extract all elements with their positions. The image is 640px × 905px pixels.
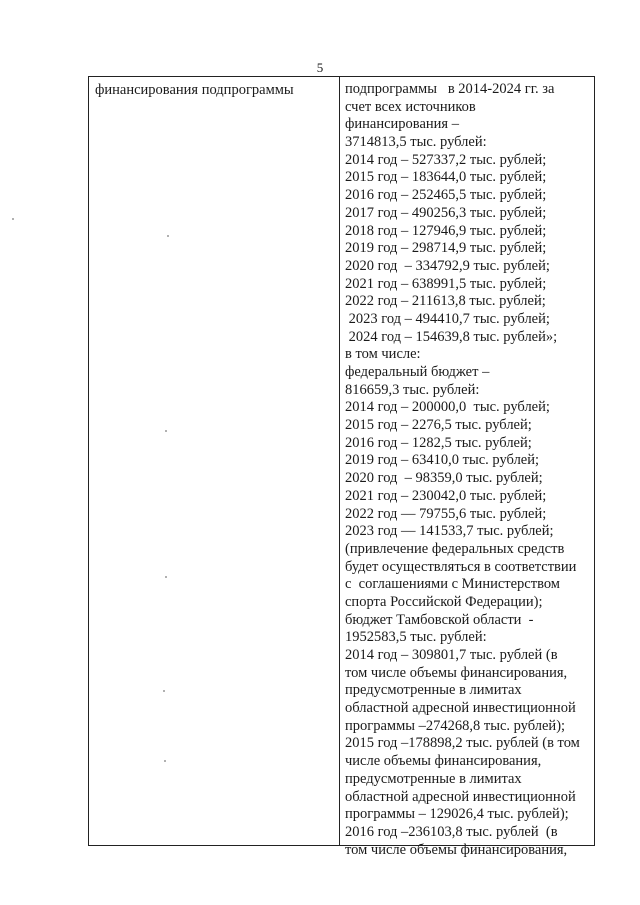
value-line: 2015 год – 2276,5 тыс. рублей;: [345, 417, 532, 434]
value-line: 2016 год –236103,8 тыс. рублей (в: [345, 823, 558, 840]
value-line: бюджет Тамбовской области -: [345, 611, 534, 628]
scan-speck: [164, 760, 166, 762]
value-line: 2016 год – 1282,5 тыс. рублей;: [345, 434, 532, 451]
scan-speck: [12, 218, 14, 220]
value-line: спорта Российской Федерации);: [345, 593, 543, 610]
value-line: областной адресной инвестиционной: [345, 788, 576, 805]
value-line: 2017 год – 490256,3 тыс. рублей;: [345, 204, 547, 221]
scan-speck: [163, 690, 165, 692]
value-line: 2019 год – 63410,0 тыс. рублей;: [345, 452, 540, 469]
value-line: 3714813,5 тыс. рублей:: [345, 134, 487, 151]
value-line: 2015 год – 183644,0 тыс. рублей;: [345, 169, 547, 186]
value-line: предусмотренные в лимитах: [345, 682, 522, 699]
value-line: (привлечение федеральных средств: [345, 540, 565, 557]
value-line: программы –274268,8 тыс. рублей);: [345, 717, 566, 734]
scan-speck: [167, 235, 169, 237]
value-line: 2014 год – 309801,7 тыс. рублей (в: [345, 647, 558, 663]
value-line: федеральный бюджет –: [345, 364, 490, 380]
value-line: 2020 год – 334792,9 тыс. рублей;: [345, 257, 550, 274]
value-line: 2023 год — 141533,7 тыс. рублей;: [345, 523, 554, 540]
value-line: предусмотренные в лимитах: [345, 770, 522, 787]
value-line: будет осуществляться в соответствии: [345, 558, 577, 575]
label-cell: финансирования подпрограммы: [95, 82, 294, 98]
value-line: 2022 год — 79755,6 тыс. рублей;: [345, 505, 547, 522]
value-line: 2015 год –178898,2 тыс. рублей (в том: [345, 735, 580, 752]
value-line: финансирования –: [345, 116, 459, 133]
value-line: 2016 год – 252465,5 тыс. рублей;: [345, 187, 547, 204]
value-line: 2020 год – 98359,0 тыс. рублей;: [345, 470, 543, 487]
value-line: счет всех источников: [345, 98, 476, 115]
value-line: 2021 год – 638991,5 тыс. рублей;: [345, 275, 547, 292]
value-line: 816659,3 тыс. рублей:: [345, 381, 480, 398]
value-line: 2019 год – 298714,9 тыс. рублей;: [345, 240, 547, 257]
financing-table: [88, 76, 595, 858]
value-line: 2024 год – 154639,8 тыс. рублей»;: [345, 328, 558, 345]
value-line: программы – 129026,4 тыс. рублей);: [345, 806, 569, 823]
value-line: том числе объемы финансирования,: [345, 664, 568, 681]
value-line: числе объемы финансирования,: [345, 753, 542, 770]
value-line: в том числе:: [345, 346, 421, 363]
value-line: 2018 год – 127946,9 тыс. рублей;: [345, 222, 547, 239]
value-line: 2021 год – 230042,0 тыс. рублей;: [345, 487, 547, 504]
column-divider: [339, 77, 340, 845]
value-cell: [345, 81, 593, 859]
value-line: 1952583,5 тыс. рублей:: [345, 629, 487, 646]
value-line: 2014 год – 527337,2 тыс. рублей;: [345, 151, 547, 168]
value-line: 2022 год – 211613,8 тыс. рублей;: [345, 293, 546, 310]
value-line: том числе объемы финансирования,: [345, 841, 568, 858]
scan-speck: [165, 430, 167, 432]
value-line: областной адресной инвестиционной: [345, 700, 576, 717]
value-line: подпрограммы в 2014-2024 гг. за: [345, 81, 555, 97]
scan-speck: [165, 576, 167, 578]
value-line: 2014 год – 200000,0 тыс. рублей;: [345, 399, 550, 416]
page-number: 5: [316, 60, 324, 75]
value-line: с соглашениями с Министерством: [345, 576, 560, 593]
value-line: 2023 год – 494410,7 тыс. рублей;: [345, 310, 550, 327]
